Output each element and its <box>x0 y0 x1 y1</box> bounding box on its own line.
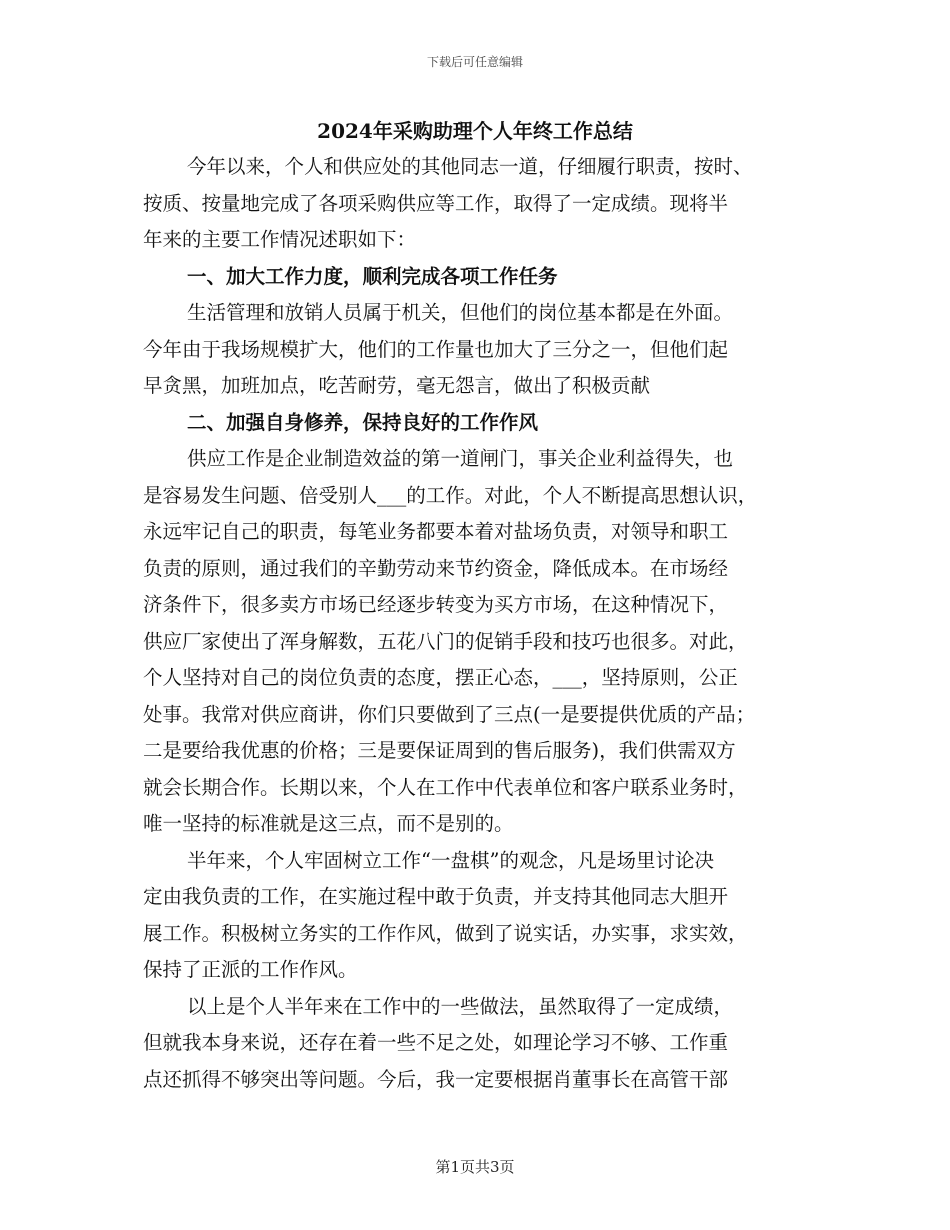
paragraph-line: 半年来，个人牢固树立工作“一盘棋”的观念，凡是场里讨论决 <box>187 848 714 872</box>
paragraph-line: 但就我本身来说，还存在着一些不足之处，如理论学习不够、工作重 <box>143 1031 729 1054</box>
document-title: 2024年采购助理个人年终工作总结 <box>317 119 633 143</box>
paragraph-line: 供应厂家使出了浑身解数，五花八门的促销手段和技巧也很多。对此， <box>143 629 748 653</box>
paragraph-line: 永远牢记自己的职责，每笔业务都要本着对盐场负责，对领导和职工 <box>143 520 729 543</box>
paragraph-line: 处事。我常对供应商讲，你们只要做到了三点(一是要提供优质的产品； <box>143 702 756 726</box>
paragraph-line: 以上是个人半年来在工作中的一些做法，虽然取得了一定成绩， <box>187 994 734 1018</box>
paragraph-line: 早贪黑，加班加点，吃苦耐劳，毫无怨言，做出了积极贡献 <box>143 374 651 397</box>
paragraph-line: 按质、按量地完成了各项采购供应等工作，取得了一定成绩。现将半 <box>143 191 729 215</box>
paragraph-line: 负责的原则，通过我们的辛勤劳动来节约资金，降低成本。在市场经 <box>143 556 729 580</box>
paragraph-line: 就会长期合作。长期以来，个人在工作中代表单位和客户联系业务时， <box>143 775 748 799</box>
paragraph-line: 年来的主要工作情况述职如下： <box>143 228 417 251</box>
paragraph-line: 展工作。积极树立务实的工作作风，做到了说实话，办实事，求实效， <box>143 921 748 945</box>
paragraph-line: 保持了正派的工作作风。 <box>143 958 358 981</box>
paragraph-line: 生活管理和放销人员属于机关，但他们的岗位基本都是在外面。 <box>187 301 734 324</box>
paragraph-line: 唯一坚持的标准就是这三点，而不是别的。 <box>143 812 514 835</box>
paragraph-line: 济条件下，很多卖方市场已经逐步转变为买方市场，在这种情况下， <box>143 593 729 616</box>
paragraph-line: 二是要给我优惠的价格；三是要保证周到的售后服务)，我们供需双方 <box>143 739 736 762</box>
paragraph-line: 个人坚持对自己的岗位负责的态度，摆正心态，___，坚持原则，公正 <box>143 666 738 689</box>
paragraph-line: 点还抓得不够突出等问题。今后，我一定要根据肖董事长在高管干部 <box>143 1067 729 1091</box>
paragraph-line: 供应工作是企业制造效益的第一道闸门，事关企业利益得失，也 <box>187 447 734 470</box>
paragraph-line: 今年以来，个人和供应处的其他同志一道，仔细履行职责，按时、 <box>187 155 753 178</box>
section-heading-1: 一、加大工作力度，顺利完成各项工作任务 <box>187 264 558 288</box>
document-body <box>143 149 809 1098</box>
paragraph-line: 今年由于我场规模扩大，他们的工作量也加大了三分之一，但他们起 <box>143 337 729 361</box>
page-header-note: 下载后可任意编辑 <box>426 55 523 69</box>
page-number: 第1页共3页 <box>435 1158 515 1176</box>
paragraph-line: 定由我负责的工作，在实施过程中敢于负责，并支持其他同志大胆开 <box>143 885 729 908</box>
section-heading-2: 二、加强自身修养，保持良好的工作作风 <box>187 410 539 434</box>
paragraph-line: 是容易发生问题、倍受别人___的工作。对此，个人不断提高思想认识， <box>143 483 758 507</box>
